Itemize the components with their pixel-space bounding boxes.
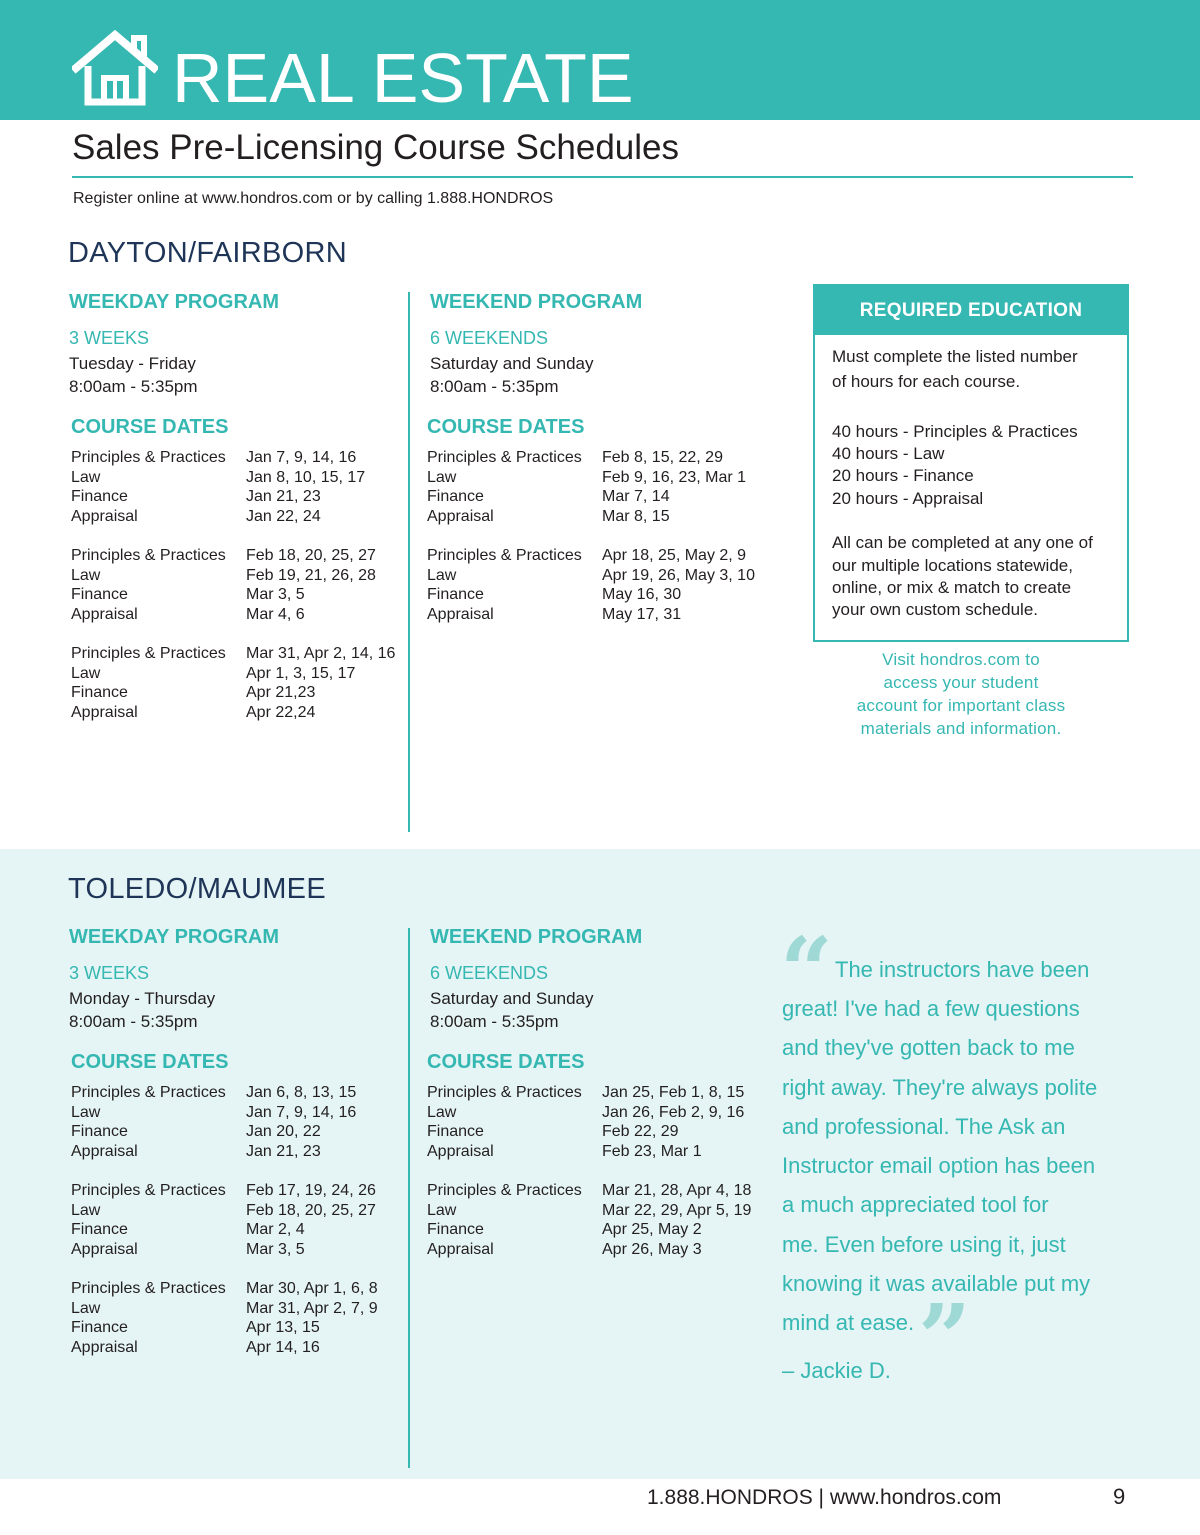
dayton-weekend-days: Saturday and Sunday	[430, 354, 594, 373]
visit-note-line: access your student	[883, 673, 1039, 692]
header-banner	[0, 0, 1200, 120]
visit-note-line: materials and information.	[860, 719, 1062, 738]
course-row: Appraisal Apr 14, 16	[71, 1338, 320, 1356]
course-row: Appraisal Apr 22,24	[71, 703, 316, 721]
page-title: REAL ESTATE	[172, 39, 634, 117]
dayton-weekday-days: Tuesday - Friday	[69, 354, 196, 373]
course-row: Finance Feb 22, 29	[427, 1123, 679, 1141]
open-quote-icon: “	[780, 917, 833, 1025]
course-row: Finance Mar 3, 5	[71, 586, 305, 604]
course-row: Principles & Practices Mar 31, Apr 2, 14, 16	[71, 645, 396, 662]
required-education-box	[813, 284, 1129, 642]
course-row: Principles & Practices Feb 17, 19, 24, 26	[71, 1182, 376, 1199]
dayton-weekday-block-1	[71, 448, 401, 526]
course-row: Finance Jan 20, 22	[71, 1123, 321, 1141]
dayton-weekend-hours: 8:00am - 5:35pm	[430, 377, 559, 396]
course-row: Principles & Practices Jan 25, Feb 1, 8, 15	[427, 1084, 745, 1101]
course-row: Finance May 16, 30	[427, 586, 682, 604]
toledo-weekend-heading: WEEKEND PROGRAM	[430, 926, 643, 948]
testimonial-attribution: – Jackie D.	[782, 1358, 891, 1383]
subtitle-divider	[72, 176, 1133, 178]
dayton-weekday-block-3	[71, 644, 401, 722]
testimonial-line: and they've gotten back to me	[782, 1035, 1075, 1060]
course-row: Finance Mar 2, 4	[71, 1221, 305, 1239]
course-row: Principles & Practices Mar 21, 28, Apr 4, 18	[427, 1182, 752, 1199]
course-row: Law Feb 19, 21, 26, 28	[71, 566, 376, 584]
testimonial-line: right away. They're always polite	[782, 1075, 1098, 1100]
toledo-weekend-block-2	[427, 1181, 767, 1259]
toledo-weekday-block-2	[71, 1181, 401, 1259]
course-row: Appraisal Apr 26, May 3	[427, 1240, 702, 1258]
testimonial-line: great! I've had a few questions	[782, 996, 1080, 1021]
testimonial-line: knowing it was available put my	[782, 1271, 1091, 1296]
dayton-weekday-heading: WEEKDAY PROGRAM	[69, 291, 280, 313]
course-row: Law Mar 31, Apr 2, 7, 9	[71, 1299, 378, 1317]
testimonial-line: Instructor email option has been	[782, 1153, 1096, 1178]
dayton-weekend-block-2	[427, 546, 767, 624]
toledo-weekend-dates-heading: COURSE DATES	[427, 1051, 585, 1073]
course-row: Law Mar 22, 29, Apr 5, 19	[427, 1201, 752, 1219]
toledo-weekend-duration: 6 WEEKENDS	[430, 963, 549, 983]
required-closing-line: online, or mix & match to create	[832, 578, 1072, 597]
course-row: Law Jan 26, Feb 2, 9, 16	[427, 1103, 745, 1121]
required-hours-item: 40 hours - Law	[832, 444, 945, 463]
course-row: Principles & Practices Feb 8, 15, 22, 29	[427, 449, 723, 466]
page-subtitle: Sales Pre-Licensing Course Schedules	[72, 128, 679, 167]
house-icon	[72, 30, 158, 106]
visit-note	[813, 648, 1109, 740]
dayton-weekend-duration: 6 WEEKENDS	[430, 328, 549, 348]
dayton-weekday-dates-heading: COURSE DATES	[71, 416, 229, 438]
course-row: Law Feb 18, 20, 25, 27	[71, 1201, 376, 1219]
course-row: Finance Mar 7, 14	[427, 488, 670, 506]
course-row: Appraisal Jan 21, 23	[71, 1142, 321, 1160]
course-row: Appraisal Jan 22, 24	[71, 507, 321, 525]
course-row: Law Apr 1, 3, 15, 17	[71, 664, 356, 682]
toledo-weekend-hours: 8:00am - 5:35pm	[430, 1012, 559, 1031]
visit-note-line: account for important class	[856, 696, 1066, 715]
course-row: Law Feb 9, 16, 23, Mar 1	[427, 468, 747, 486]
toledo-weekday-block-3	[71, 1279, 401, 1357]
course-row: Appraisal Mar 3, 5	[71, 1240, 305, 1258]
required-intro-line: of hours for each course.	[832, 372, 1021, 391]
city-heading-dayton: DAYTON/FAIRBORN	[68, 237, 347, 269]
toledo-weekday-days: Monday - Thursday	[69, 989, 216, 1008]
required-hours-item: 40 hours - Principles & Practices	[832, 422, 1078, 441]
course-row: Law Jan 8, 10, 15, 17	[71, 468, 366, 486]
required-closing-line: our multiple locations statewide,	[832, 556, 1073, 575]
required-intro-line: Must complete the listed number	[832, 347, 1078, 366]
toledo-weekday-heading: WEEKDAY PROGRAM	[69, 926, 280, 948]
dayton-weekend-dates-heading: COURSE DATES	[427, 416, 585, 438]
course-row: Appraisal Feb 23, Mar 1	[427, 1142, 702, 1160]
toledo-weekday-block-1	[71, 1083, 401, 1161]
required-education-heading: REQUIRED EDUCATION	[815, 286, 1127, 335]
column-divider	[408, 292, 410, 832]
course-row: Finance Apr 25, May 2	[427, 1221, 702, 1239]
course-row: Appraisal May 17, 31	[427, 605, 682, 623]
course-row: Finance Apr 13, 15	[71, 1319, 320, 1337]
course-row: Appraisal Mar 8, 15	[427, 507, 670, 525]
course-row: Principles & Practices Apr 18, 25, May 2, 9	[427, 547, 747, 564]
course-row: Finance Jan 21, 23	[71, 488, 321, 506]
toledo-weekend-days: Saturday and Sunday	[430, 989, 594, 1008]
required-closing-line: your own custom schedule.	[832, 600, 1038, 619]
footer-contact: 1.888.HONDROS | www.hondros.com	[647, 1486, 1002, 1509]
course-row: Law Jan 7, 9, 14, 16	[71, 1103, 357, 1121]
required-hours-item: 20 hours - Finance	[832, 466, 974, 485]
required-hours-item: 20 hours - Appraisal	[832, 489, 984, 508]
toledo-weekday-hours: 8:00am - 5:35pm	[69, 1012, 198, 1031]
dayton-weekday-duration: 3 WEEKS	[69, 328, 150, 348]
course-row: Law Apr 19, 26, May 3, 10	[427, 566, 755, 584]
testimonial-line: me. Even before using it, just	[782, 1232, 1066, 1257]
dayton-weekend-heading: WEEKEND PROGRAM	[430, 291, 643, 313]
testimonial-line: The instructors have been	[835, 957, 1090, 982]
dayton-weekday-block-2	[71, 546, 401, 624]
course-row: Principles & Practices Jan 7, 9, 14, 16	[71, 449, 357, 466]
testimonial-line: a much appreciated tool for	[782, 1192, 1049, 1217]
toledo-weekend-block-1	[427, 1083, 767, 1161]
course-row: Finance Apr 21,23	[71, 684, 316, 702]
course-row: Appraisal Mar 4, 6	[71, 605, 305, 623]
toledo-weekday-duration: 3 WEEKS	[69, 963, 150, 983]
toledo-weekday-dates-heading: COURSE DATES	[71, 1051, 229, 1073]
course-row: Principles & Practices Feb 18, 20, 25, 27	[71, 547, 376, 564]
close-quote-icon: ”	[918, 1284, 971, 1392]
course-row: Principles & Practices Jan 6, 8, 13, 15	[71, 1084, 357, 1101]
required-closing-line: All can be completed at any one of	[832, 533, 1093, 552]
dayton-weekday-hours: 8:00am - 5:35pm	[69, 377, 198, 396]
register-note: Register online at www.hondros.com or by calling 1.888.HONDROS	[73, 190, 554, 207]
testimonial-line: mind at ease.	[782, 1310, 915, 1335]
city-heading-toledo: TOLEDO/MAUMEE	[68, 873, 326, 905]
dayton-weekend-block-1	[427, 448, 767, 526]
testimonial-line: and professional. The Ask an	[782, 1114, 1066, 1139]
column-divider	[408, 928, 410, 1468]
page-number: 9	[1113, 1484, 1126, 1509]
course-row: Principles & Practices Mar 30, Apr 1, 6, 8	[71, 1280, 378, 1297]
visit-note-line: Visit hondros.com to	[882, 650, 1040, 669]
